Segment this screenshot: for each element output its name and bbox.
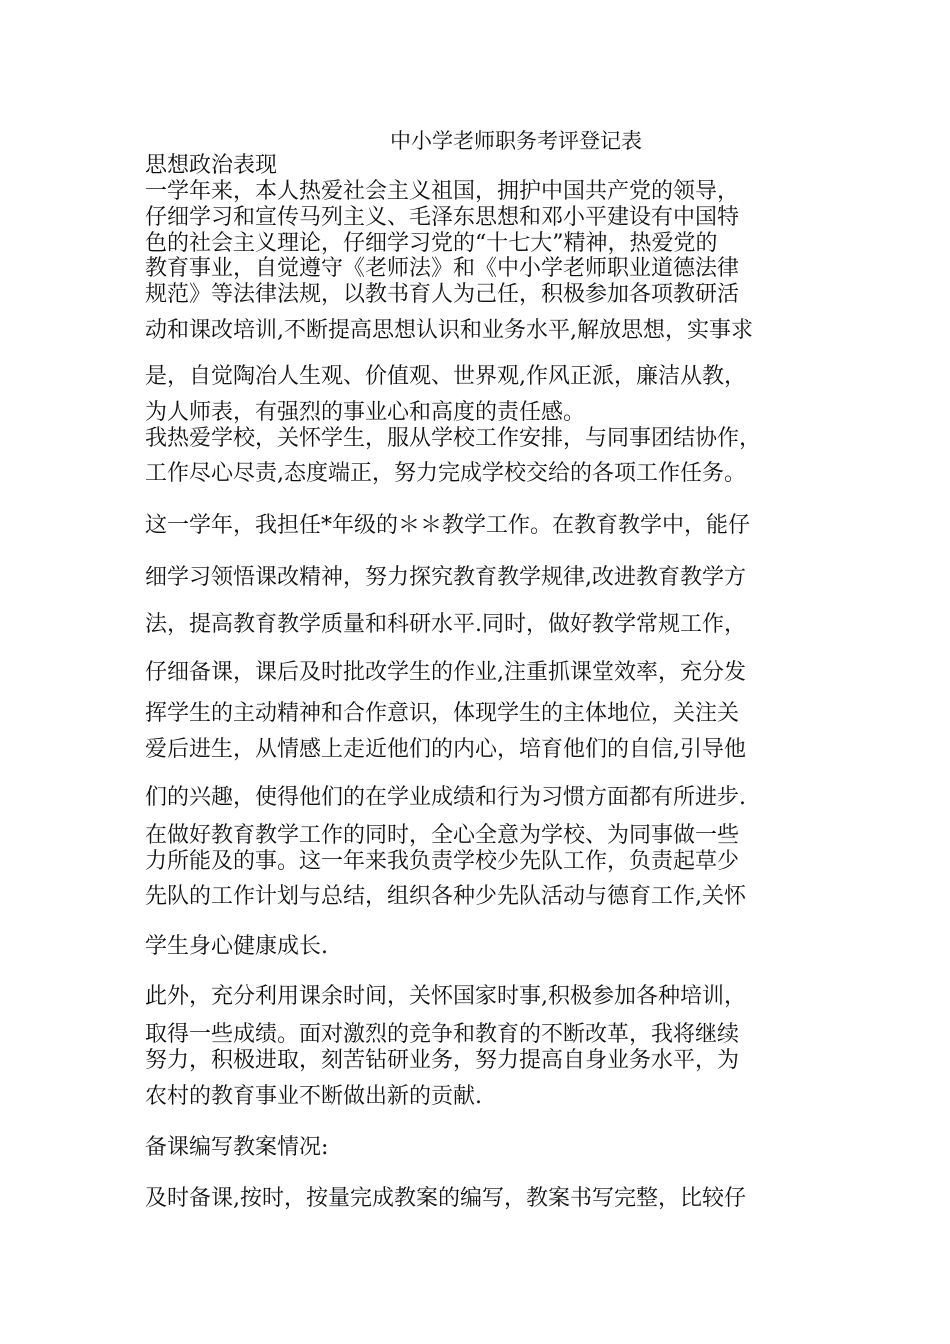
text-line: 动和课改培训,不断提高思想认识和业务水平,解放思想，实事求 — [145, 318, 753, 343]
text-line: 我热爱学校，关怀学生，服从学校工作安排，与同事团结协作， — [145, 426, 762, 451]
text-line: 取得一些成绩。面对激烈的竞争和教育的不断改革，我将继续 — [145, 1022, 740, 1047]
document-title: 中小学老师职务考评登记表 — [390, 129, 642, 153]
text-line: 工作尽心尽责,态度端正，努力完成学校交给的各项工作任务。 — [145, 461, 746, 486]
text-line: 先队的工作计划与总结，组织各种少先队活动与德育工作,关怀 — [145, 884, 746, 909]
text-line: 教育事业，自觉遵守《老师法》和《中小学老师职业道德法律 — [145, 256, 740, 281]
text-line: 是，自觉陶冶人生观、价值观、世界观,作风正派，廉洁从教， — [145, 364, 746, 389]
text-line: 思想政治表现 — [145, 153, 278, 178]
text-line: 为人师表，有强烈的事业心和高度的责任感。 — [145, 400, 586, 425]
text-line: 及时备课,按时，按量完成教案的编写，教案书写完整，比较仔 — [145, 1186, 746, 1211]
text-line: 力所能及的事。这一年来我负责学校少先队工作，负责起草少 — [145, 849, 740, 874]
text-line: 农村的教育事业不断做出新的贡献. — [145, 1084, 482, 1109]
text-line: 仔细学习和宣传马列主义、毛泽东思想和邓小平建设有中国特 — [145, 205, 740, 230]
text-line: 努力，积极进取，刻苦钻研业务，努力提高自身业务水平，为 — [145, 1048, 740, 1073]
text-line: 法，提高教育教学质量和科研水平.同时，做好教学常规工作， — [145, 612, 746, 637]
text-line: 爱后进生，从情感上走近他们的内心，培育他们的自信,引导他 — [145, 737, 746, 762]
text-line: 们的兴趣，使得他们的在学业成绩和行为习惯方面都有所进步. — [145, 785, 746, 810]
text-line: 备课编写教案情况: — [145, 1135, 329, 1160]
text-line: 规范》等法律法规，以教书育人为己任，积极参加各项教研活 — [145, 282, 740, 307]
text-line: 这一学年，我担任*年级的＊＊教学工作。在教育教学中，能仔 — [145, 513, 751, 538]
text-line: 一学年来，本人热爱社会主义祖国，拥护中国共产党的领导， — [145, 179, 740, 204]
text-line: 仔细备课，课后及时批改学生的作业,注重抓课堂效率，充分发 — [145, 660, 746, 685]
text-line: 此外，充分利用课余时间，关怀国家时事,积极参加各种培训， — [145, 984, 746, 1009]
text-line: 在做好教育教学工作的同时，全心全意为学校、为同事做一些 — [145, 823, 740, 848]
text-line: 挥学生的主动精神和合作意识，体现学生的主体地位，关注关 — [145, 701, 740, 726]
text-line: 色的社会主义理论，仔细学习党的“十七大”精神，热爱党的 — [145, 231, 718, 256]
text-line: 学生身心健康成长. — [145, 934, 328, 959]
text-line: 细学习领悟课改精神，努力探究教育教学规律,改进教育教学方 — [145, 565, 746, 590]
